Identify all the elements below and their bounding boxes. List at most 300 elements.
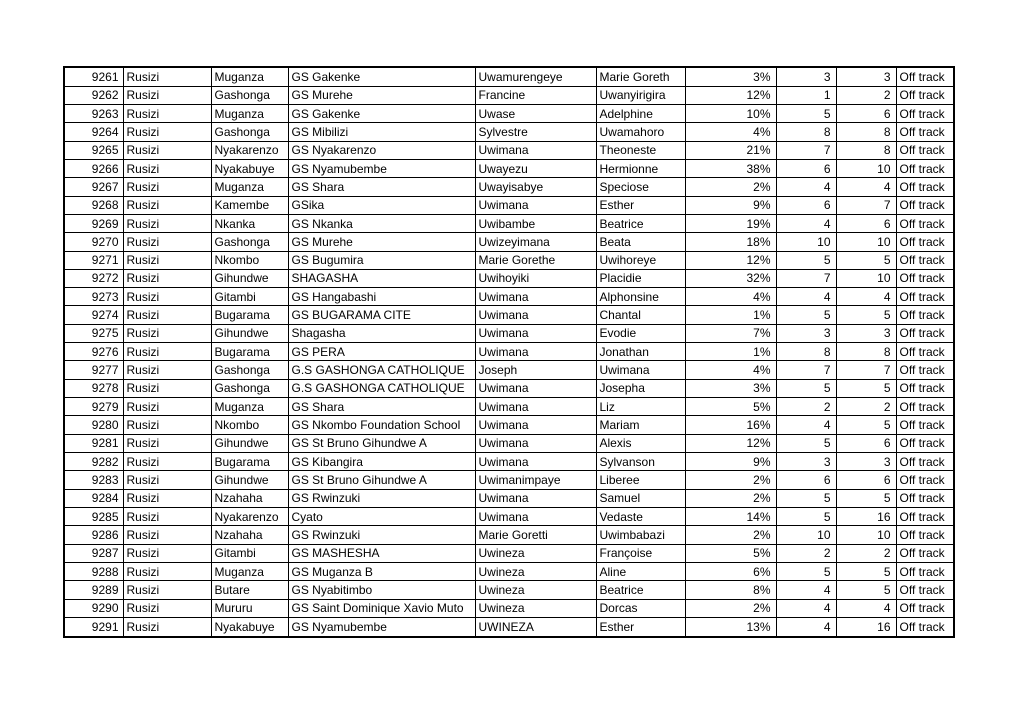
table-row — [64, 269, 954, 287]
cell-first-name: Uwimana — [475, 288, 596, 306]
cell-school: GS BUGARAMA CITE — [288, 306, 475, 324]
cell-sector: Gitambi — [211, 288, 288, 306]
cell-first-name: Uwimana — [475, 416, 596, 434]
cell-first-name: Uwamurengeye — [475, 67, 596, 86]
table-row — [64, 526, 954, 544]
cell-district: Rusizi — [123, 269, 211, 287]
cell-value-2: 2 — [836, 544, 896, 562]
table-row — [64, 361, 954, 379]
cell-first-name: Uwibambe — [475, 214, 596, 232]
cell-school: GS Mibilizi — [288, 123, 475, 141]
cell-value-2: 6 — [836, 471, 896, 489]
cell-sector: Gashonga — [211, 233, 288, 251]
table-row — [64, 416, 954, 434]
cell-school: GSika — [288, 196, 475, 214]
cell-id: 9269 — [64, 214, 123, 232]
cell-last-name: Esther — [596, 618, 685, 637]
cell-sector: Muganza — [211, 104, 288, 122]
table-row — [64, 214, 954, 232]
cell-value-2: 2 — [836, 398, 896, 416]
cell-status: Off track — [896, 379, 954, 397]
cell-sector: Bugarama — [211, 343, 288, 361]
cell-id: 9261 — [64, 67, 123, 86]
cell-id: 9276 — [64, 343, 123, 361]
cell-district: Rusizi — [123, 379, 211, 397]
cell-first-name: Uwineza — [475, 581, 596, 599]
cell-school: G.S GASHONGA CATHOLIQUE — [288, 361, 475, 379]
cell-value-1: 2 — [776, 544, 836, 562]
cell-sector: Gihundwe — [211, 269, 288, 287]
cell-percent: 2% — [685, 599, 776, 617]
cell-status: Off track — [896, 599, 954, 617]
cell-last-name: Sylvanson — [596, 453, 685, 471]
cell-value-1: 5 — [776, 251, 836, 269]
table-row — [64, 123, 954, 141]
cell-id: 9273 — [64, 288, 123, 306]
cell-sector: Gashonga — [211, 86, 288, 104]
cell-percent: 10% — [685, 104, 776, 122]
cell-value-2: 8 — [836, 343, 896, 361]
cell-id: 9283 — [64, 471, 123, 489]
cell-id: 9263 — [64, 104, 123, 122]
cell-value-1: 6 — [776, 196, 836, 214]
cell-id: 9278 — [64, 379, 123, 397]
cell-school: GS Shara — [288, 178, 475, 196]
cell-value-1: 4 — [776, 178, 836, 196]
cell-district: Rusizi — [123, 544, 211, 562]
cell-district: Rusizi — [123, 453, 211, 471]
cell-percent: 6% — [685, 563, 776, 581]
cell-value-1: 5 — [776, 379, 836, 397]
cell-id: 9287 — [64, 544, 123, 562]
table-row — [64, 563, 954, 581]
cell-district: Rusizi — [123, 306, 211, 324]
cell-status: Off track — [896, 306, 954, 324]
cell-sector: Kamembe — [211, 196, 288, 214]
cell-last-name: Mariam — [596, 416, 685, 434]
cell-percent: 4% — [685, 361, 776, 379]
cell-id: 9262 — [64, 86, 123, 104]
cell-value-1: 7 — [776, 269, 836, 287]
cell-status: Off track — [896, 141, 954, 159]
cell-percent: 12% — [685, 86, 776, 104]
cell-last-name: Jonathan — [596, 343, 685, 361]
cell-id: 9279 — [64, 398, 123, 416]
cell-school: GS Bugumira — [288, 251, 475, 269]
cell-status: Off track — [896, 324, 954, 342]
cell-id: 9288 — [64, 563, 123, 581]
cell-status: Off track — [896, 416, 954, 434]
cell-value-1: 3 — [776, 67, 836, 86]
cell-last-name: Theoneste — [596, 141, 685, 159]
cell-value-1: 3 — [776, 453, 836, 471]
table-row — [64, 544, 954, 562]
table-row — [64, 398, 954, 416]
cell-value-1: 3 — [776, 324, 836, 342]
cell-school: Shagasha — [288, 324, 475, 342]
cell-last-name: Vedaste — [596, 508, 685, 526]
cell-percent: 5% — [685, 398, 776, 416]
cell-status: Off track — [896, 159, 954, 177]
cell-sector: Nzahaha — [211, 489, 288, 507]
cell-school: GS Nyamubembe — [288, 159, 475, 177]
cell-status: Off track — [896, 508, 954, 526]
cell-status: Off track — [896, 123, 954, 141]
table-body — [64, 67, 954, 637]
cell-percent: 4% — [685, 288, 776, 306]
cell-status: Off track — [896, 453, 954, 471]
cell-status: Off track — [896, 618, 954, 637]
cell-status: Off track — [896, 489, 954, 507]
cell-last-name: Dorcas — [596, 599, 685, 617]
cell-school: G.S GASHONGA CATHOLIQUE — [288, 379, 475, 397]
cell-school: GS Rwinzuki — [288, 526, 475, 544]
cell-school: GS St Bruno Gihundwe A — [288, 471, 475, 489]
cell-first-name: Uwineza — [475, 544, 596, 562]
cell-value-1: 4 — [776, 416, 836, 434]
cell-first-name: Uwimana — [475, 489, 596, 507]
cell-status: Off track — [896, 86, 954, 104]
cell-status: Off track — [896, 361, 954, 379]
cell-value-2: 5 — [836, 581, 896, 599]
cell-percent: 2% — [685, 471, 776, 489]
cell-last-name: Placidie — [596, 269, 685, 287]
cell-percent: 7% — [685, 324, 776, 342]
cell-sector: Butare — [211, 581, 288, 599]
cell-sector: Nyakarenzo — [211, 141, 288, 159]
table-row — [64, 453, 954, 471]
cell-value-2: 7 — [836, 361, 896, 379]
cell-value-2: 16 — [836, 508, 896, 526]
cell-sector: Nkanka — [211, 214, 288, 232]
cell-school: GS Murehe — [288, 86, 475, 104]
cell-last-name: Evodie — [596, 324, 685, 342]
cell-sector: Nyakabuye — [211, 159, 288, 177]
cell-value-1: 5 — [776, 563, 836, 581]
cell-district: Rusizi — [123, 618, 211, 637]
cell-school: GS Nyakarenzo — [288, 141, 475, 159]
cell-value-2: 6 — [836, 434, 896, 452]
cell-status: Off track — [896, 178, 954, 196]
cell-value-2: 4 — [836, 288, 896, 306]
table-row — [64, 67, 954, 86]
cell-value-1: 6 — [776, 471, 836, 489]
cell-last-name: Françoise — [596, 544, 685, 562]
cell-first-name: Joseph — [475, 361, 596, 379]
cell-status: Off track — [896, 67, 954, 86]
table-row — [64, 434, 954, 452]
cell-school: GS Rwinzuki — [288, 489, 475, 507]
cell-district: Rusizi — [123, 233, 211, 251]
cell-percent: 19% — [685, 214, 776, 232]
cell-id: 9275 — [64, 324, 123, 342]
cell-id: 9274 — [64, 306, 123, 324]
cell-sector: Gashonga — [211, 379, 288, 397]
cell-value-1: 10 — [776, 526, 836, 544]
cell-sector: Nkombo — [211, 416, 288, 434]
cell-sector: Nzahaha — [211, 526, 288, 544]
cell-percent: 8% — [685, 581, 776, 599]
cell-district: Rusizi — [123, 434, 211, 452]
cell-district: Rusizi — [123, 599, 211, 617]
cell-first-name: Uwineza — [475, 599, 596, 617]
cell-value-1: 7 — [776, 361, 836, 379]
cell-sector: Bugarama — [211, 306, 288, 324]
cell-percent: 9% — [685, 453, 776, 471]
cell-percent: 2% — [685, 526, 776, 544]
cell-sector: Muganza — [211, 178, 288, 196]
cell-value-2: 5 — [836, 416, 896, 434]
cell-school: GS Saint Dominique Xavio Muto — [288, 599, 475, 617]
cell-sector: Gihundwe — [211, 434, 288, 452]
cell-status: Off track — [896, 581, 954, 599]
cell-status: Off track — [896, 544, 954, 562]
cell-last-name: Uwanyirigira — [596, 86, 685, 104]
data-table — [63, 66, 955, 638]
cell-district: Rusizi — [123, 86, 211, 104]
cell-status: Off track — [896, 214, 954, 232]
cell-value-2: 8 — [836, 123, 896, 141]
table-row — [64, 471, 954, 489]
cell-status: Off track — [896, 104, 954, 122]
cell-id: 9285 — [64, 508, 123, 526]
cell-value-2: 6 — [836, 214, 896, 232]
cell-status: Off track — [896, 251, 954, 269]
cell-id: 9280 — [64, 416, 123, 434]
cell-last-name: Beatrice — [596, 214, 685, 232]
cell-id: 9268 — [64, 196, 123, 214]
cell-sector: Nyakabuye — [211, 618, 288, 637]
table-row — [64, 104, 954, 122]
cell-sector: Muganza — [211, 398, 288, 416]
table-row — [64, 599, 954, 617]
cell-sector: Muganza — [211, 563, 288, 581]
cell-first-name: Uwimana — [475, 306, 596, 324]
cell-school: GS Murehe — [288, 233, 475, 251]
cell-last-name: Beatrice — [596, 581, 685, 599]
cell-first-name: Francine — [475, 86, 596, 104]
cell-district: Rusizi — [123, 416, 211, 434]
cell-status: Off track — [896, 288, 954, 306]
cell-last-name: Speciose — [596, 178, 685, 196]
cell-school: GS Nyamubembe — [288, 618, 475, 637]
cell-percent: 32% — [685, 269, 776, 287]
cell-value-1: 4 — [776, 599, 836, 617]
cell-last-name: Samuel — [596, 489, 685, 507]
cell-district: Rusizi — [123, 159, 211, 177]
cell-value-2: 7 — [836, 196, 896, 214]
cell-id: 9284 — [64, 489, 123, 507]
cell-district: Rusizi — [123, 361, 211, 379]
cell-last-name: Alexis — [596, 434, 685, 452]
cell-sector: Mururu — [211, 599, 288, 617]
cell-percent: 13% — [685, 618, 776, 637]
table-row — [64, 196, 954, 214]
cell-value-1: 5 — [776, 104, 836, 122]
cell-school: Cyato — [288, 508, 475, 526]
cell-status: Off track — [896, 526, 954, 544]
cell-value-1: 7 — [776, 141, 836, 159]
cell-value-2: 3 — [836, 67, 896, 86]
cell-first-name: Uwimana — [475, 398, 596, 416]
cell-first-name: Uwizeyimana — [475, 233, 596, 251]
cell-last-name: Liberee — [596, 471, 685, 489]
cell-district: Rusizi — [123, 563, 211, 581]
cell-last-name: Josepha — [596, 379, 685, 397]
table-row — [64, 178, 954, 196]
cell-school: GS PERA — [288, 343, 475, 361]
cell-last-name: Uwimbabazi — [596, 526, 685, 544]
cell-value-2: 5 — [836, 563, 896, 581]
cell-school: GS Nyabitimbo — [288, 581, 475, 599]
cell-sector: Gihundwe — [211, 471, 288, 489]
cell-district: Rusizi — [123, 104, 211, 122]
cell-value-1: 4 — [776, 288, 836, 306]
cell-district: Rusizi — [123, 196, 211, 214]
cell-value-2: 5 — [836, 306, 896, 324]
cell-school: GS St Bruno Gihundwe A — [288, 434, 475, 452]
cell-school: SHAGASHA — [288, 269, 475, 287]
cell-district: Rusizi — [123, 398, 211, 416]
cell-value-1: 5 — [776, 306, 836, 324]
cell-percent: 1% — [685, 343, 776, 361]
cell-percent: 18% — [685, 233, 776, 251]
cell-sector: Gihundwe — [211, 324, 288, 342]
cell-value-2: 10 — [836, 526, 896, 544]
cell-value-2: 16 — [836, 618, 896, 637]
cell-first-name: Sylvestre — [475, 123, 596, 141]
table-row — [64, 141, 954, 159]
cell-first-name: Uwimana — [475, 141, 596, 159]
cell-district: Rusizi — [123, 251, 211, 269]
cell-first-name: Marie Goretti — [475, 526, 596, 544]
cell-id: 9282 — [64, 453, 123, 471]
table-row — [64, 306, 954, 324]
cell-value-1: 8 — [776, 123, 836, 141]
table-row — [64, 343, 954, 361]
cell-value-2: 3 — [836, 324, 896, 342]
cell-sector: Gashonga — [211, 123, 288, 141]
cell-percent: 21% — [685, 141, 776, 159]
cell-value-1: 5 — [776, 489, 836, 507]
cell-district: Rusizi — [123, 508, 211, 526]
cell-percent: 2% — [685, 178, 776, 196]
cell-school: GS Shara — [288, 398, 475, 416]
cell-last-name: Liz — [596, 398, 685, 416]
cell-value-1: 4 — [776, 581, 836, 599]
table-row — [64, 379, 954, 397]
cell-school: GS Nkombo Foundation School — [288, 416, 475, 434]
cell-school: GS Gakenke — [288, 104, 475, 122]
cell-percent: 9% — [685, 196, 776, 214]
cell-value-2: 5 — [836, 489, 896, 507]
cell-district: Rusizi — [123, 178, 211, 196]
cell-school: GS MASHESHA — [288, 544, 475, 562]
cell-sector: Muganza — [211, 67, 288, 86]
table-row — [64, 618, 954, 637]
table-row — [64, 508, 954, 526]
cell-first-name: Uwimana — [475, 343, 596, 361]
cell-value-1: 1 — [776, 86, 836, 104]
cell-first-name: Uwimanimpaye — [475, 471, 596, 489]
cell-id: 9281 — [64, 434, 123, 452]
cell-first-name: Marie Gorethe — [475, 251, 596, 269]
cell-percent: 12% — [685, 434, 776, 452]
table-row — [64, 251, 954, 269]
cell-sector: Gashonga — [211, 361, 288, 379]
cell-value-2: 10 — [836, 233, 896, 251]
cell-value-1: 6 — [776, 159, 836, 177]
cell-last-name: Marie Goreth — [596, 67, 685, 86]
cell-status: Off track — [896, 196, 954, 214]
cell-district: Rusizi — [123, 288, 211, 306]
cell-first-name: Uwimana — [475, 324, 596, 342]
cell-id: 9267 — [64, 178, 123, 196]
cell-last-name: Adelphine — [596, 104, 685, 122]
cell-value-2: 5 — [836, 251, 896, 269]
cell-id: 9270 — [64, 233, 123, 251]
cell-id: 9290 — [64, 599, 123, 617]
cell-id: 9266 — [64, 159, 123, 177]
cell-percent: 5% — [685, 544, 776, 562]
cell-status: Off track — [896, 471, 954, 489]
cell-value-1: 2 — [776, 398, 836, 416]
cell-id: 9289 — [64, 581, 123, 599]
cell-first-name: Uwimana — [475, 508, 596, 526]
cell-last-name: Chantal — [596, 306, 685, 324]
cell-id: 9265 — [64, 141, 123, 159]
cell-value-1: 5 — [776, 434, 836, 452]
cell-district: Rusizi — [123, 343, 211, 361]
cell-percent: 2% — [685, 489, 776, 507]
cell-value-2: 4 — [836, 178, 896, 196]
cell-value-2: 10 — [836, 159, 896, 177]
cell-sector: Nkombo — [211, 251, 288, 269]
cell-school: GS Gakenke — [288, 67, 475, 86]
cell-value-1: 4 — [776, 618, 836, 637]
cell-id: 9272 — [64, 269, 123, 287]
cell-last-name: Hermionne — [596, 159, 685, 177]
cell-district: Rusizi — [123, 581, 211, 599]
cell-school: GS Nkanka — [288, 214, 475, 232]
cell-school: GS Kibangira — [288, 453, 475, 471]
cell-district: Rusizi — [123, 214, 211, 232]
cell-status: Off track — [896, 343, 954, 361]
cell-district: Rusizi — [123, 324, 211, 342]
cell-district: Rusizi — [123, 526, 211, 544]
cell-first-name: Uwimana — [475, 379, 596, 397]
cell-value-1: 5 — [776, 508, 836, 526]
cell-first-name: Uwase — [475, 104, 596, 122]
table-row — [64, 159, 954, 177]
cell-sector: Gitambi — [211, 544, 288, 562]
cell-first-name: UWINEZA — [475, 618, 596, 637]
cell-last-name: Uwimana — [596, 361, 685, 379]
table-row — [64, 288, 954, 306]
cell-id: 9271 — [64, 251, 123, 269]
cell-percent: 38% — [685, 159, 776, 177]
cell-last-name: Aline — [596, 563, 685, 581]
cell-last-name: Esther — [596, 196, 685, 214]
cell-value-1: 4 — [776, 214, 836, 232]
cell-district: Rusizi — [123, 123, 211, 141]
cell-id: 9264 — [64, 123, 123, 141]
cell-district: Rusizi — [123, 489, 211, 507]
cell-first-name: Uwineza — [475, 563, 596, 581]
cell-value-1: 10 — [776, 233, 836, 251]
cell-status: Off track — [896, 233, 954, 251]
cell-value-2: 3 — [836, 453, 896, 471]
